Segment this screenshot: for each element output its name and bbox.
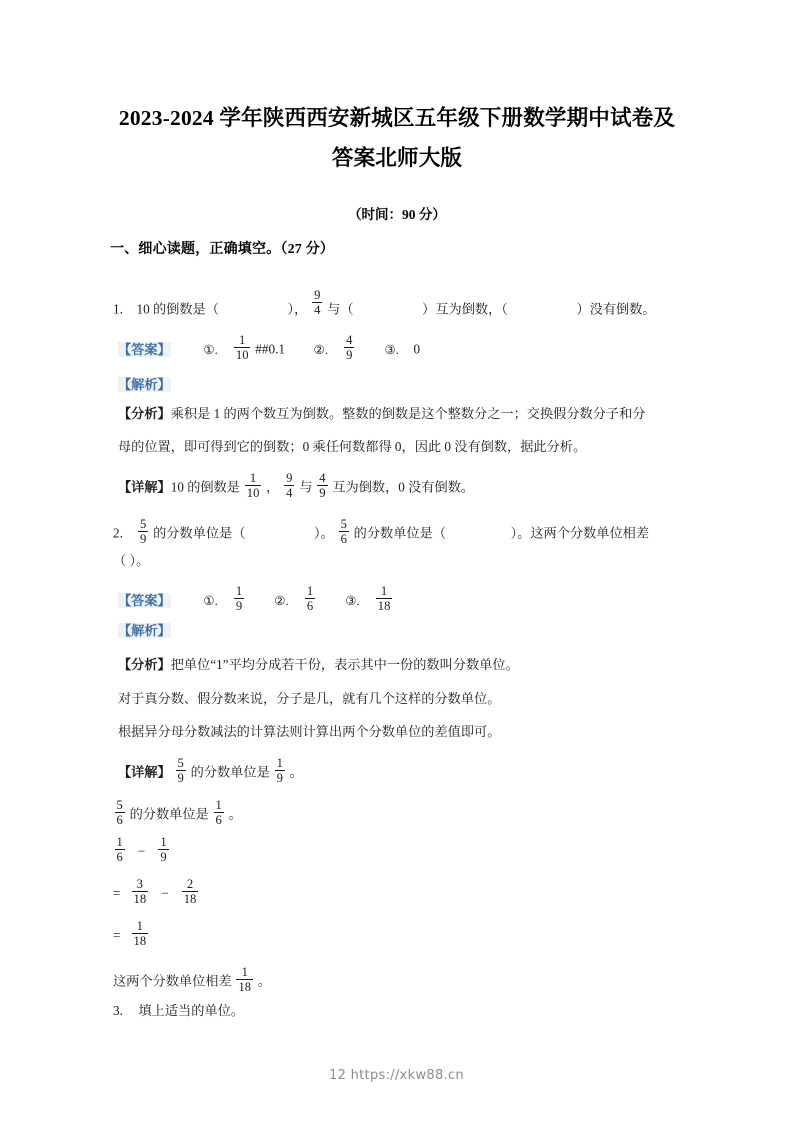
answer-2-fraction-one-sixth xyxy=(305,584,315,613)
question-2-detail-1-mid: 的分数单位是 xyxy=(190,764,270,780)
fraction-denominator: 6 xyxy=(306,598,314,613)
fraction-numerator: 9 xyxy=(314,288,321,303)
question-2-conclusion-b: 。 xyxy=(257,973,272,989)
answer-marker-1: ①. xyxy=(203,593,218,608)
question-2-analysis-line-1 xyxy=(118,656,519,674)
fraction-denominator: 9 xyxy=(319,485,326,500)
answer-marker-3: ③. xyxy=(384,342,399,357)
fraction-denominator: 6 xyxy=(215,812,222,827)
question-3-text: 填上适当的单位。 xyxy=(138,1003,244,1018)
fraction-numerator: 1 xyxy=(132,919,149,934)
question-2-answer-row xyxy=(118,585,394,614)
question-1-stem-c: 与（ xyxy=(327,301,354,317)
question-2-number: 2. xyxy=(113,525,123,541)
answer-2-fraction-four-ninths xyxy=(344,333,354,362)
fraction-numerator: 1 xyxy=(160,834,167,849)
fraction-numerator: 1 xyxy=(116,834,123,849)
question-2-detail-2-end: 。 xyxy=(228,806,242,822)
fraction-numerator: 1 xyxy=(235,583,243,598)
fraction-denominator: 9 xyxy=(177,770,184,785)
fraction-denominator: 9 xyxy=(235,598,243,613)
answer-1-fraction-one-tenth xyxy=(234,333,251,362)
question-1-explanation-label-row xyxy=(118,376,171,394)
calc-fraction-one-ninth xyxy=(158,835,168,864)
detail-fraction-nine-fourths xyxy=(284,471,294,500)
question-2-stem xyxy=(113,518,649,547)
fraction-numerator: 5 xyxy=(116,797,123,812)
fraction-numerator: 2 xyxy=(182,877,199,892)
answer-3-fraction-one-eighteenth xyxy=(376,584,393,613)
detail-fraction-five-ninths xyxy=(176,756,186,785)
fraction-denominator: 6 xyxy=(340,531,347,546)
question-2-fraction-five-ninths xyxy=(138,517,148,546)
fraction-numerator: 1 xyxy=(276,755,283,770)
question-2-detail-line-1 xyxy=(118,757,303,786)
fraction-numerator: 3 xyxy=(132,877,149,892)
fraction-numerator: 1 xyxy=(236,965,253,980)
question-1-analysis-line-2: 母的位置，即可得到它的倒数；0 乘任何数都得 0，因此 0 没有倒数，据此分析。 xyxy=(118,439,587,454)
question-1-number: 1. xyxy=(113,301,123,317)
answer-label: 【答案】 xyxy=(118,341,171,357)
fraction-denominator: 18 xyxy=(377,598,391,613)
fraction-denominator: 18 xyxy=(183,891,197,906)
analysis-label: 【分析】 xyxy=(118,657,171,672)
question-1-detail-line xyxy=(118,472,474,501)
answer-1-suffix: ##0.1 xyxy=(255,341,285,357)
question-1-stem-e: ）没有倒数。 xyxy=(576,301,656,317)
question-2-explanation-label-row xyxy=(118,622,171,640)
page-title-line-1: 2023-2024 学年陕西西安新城区五年级下册数学期中试卷及 xyxy=(118,106,676,130)
calc-fraction-three-eighteenths xyxy=(132,877,149,906)
fraction-numerator: 1 xyxy=(215,797,222,812)
fraction-numerator: 9 xyxy=(286,470,293,485)
calc-result-fraction-one-eighteenth xyxy=(132,919,149,948)
fraction-denominator: 4 xyxy=(286,485,293,500)
answer-marker-2: ②. xyxy=(274,593,289,608)
question-3-number: 3. xyxy=(113,1003,123,1018)
explanation-label: 【解析】 xyxy=(118,377,171,392)
fraction-denominator: 9 xyxy=(276,770,283,785)
exam-time: （时间：90 分） xyxy=(348,207,446,222)
question-2-conclusion-a: 这两个分数单位相差 xyxy=(113,973,232,989)
question-1-answer-row xyxy=(118,334,420,363)
question-1-detail-a: 10 的倒数是 xyxy=(170,479,240,495)
fraction-numerator: 1 xyxy=(376,584,393,599)
question-1-stem xyxy=(113,288,656,323)
fraction-denominator: 10 xyxy=(246,485,260,500)
calculation-step-1 xyxy=(113,836,170,865)
detail-fraction-five-sixths xyxy=(115,798,125,827)
question-1-detail-b: ， xyxy=(266,479,280,495)
question-2-conclusion xyxy=(113,966,271,995)
fraction-denominator: 9 xyxy=(139,531,147,546)
fraction-numerator: 1 xyxy=(306,583,314,598)
question-1-detail-c: 与 xyxy=(299,479,313,495)
fraction-numerator: 5 xyxy=(139,516,147,531)
question-2-analysis-text-1: 把单位“1”平均分成若干份，表示其中一份的数叫分数单位。 xyxy=(170,657,519,672)
calc-minus-operator: − xyxy=(161,885,169,901)
question-2-detail-1-end: 。 xyxy=(289,764,303,780)
answer-1-fraction-one-ninth xyxy=(234,584,244,613)
calculation-step-2 xyxy=(113,878,200,907)
detail-fraction-one-sixth xyxy=(214,798,224,827)
fraction-numerator: 4 xyxy=(346,332,353,347)
question-3-stem xyxy=(113,1002,244,1020)
fraction-denominator: 9 xyxy=(160,849,167,864)
calc-equals-operator: = xyxy=(113,885,121,901)
question-2-fraction-five-sixths xyxy=(339,517,349,546)
section-heading-fill-in-blanks: 一、细心读题，正确填空。（27 分） xyxy=(110,242,335,257)
calc-equals-operator: = xyxy=(113,927,121,943)
explanation-label: 【解析】 xyxy=(118,623,171,638)
question-2-stem-a: 的分数单位是（ xyxy=(153,525,246,541)
fraction-denominator: 18 xyxy=(238,979,252,994)
fraction-numerator: 4 xyxy=(319,470,326,485)
fraction-denominator: 18 xyxy=(133,933,147,948)
detail-fraction-one-tenth xyxy=(245,471,262,500)
question-1-analysis-line-1 xyxy=(118,405,646,423)
fraction-denominator: 6 xyxy=(116,849,123,864)
detail-label: 【详解】 xyxy=(118,479,171,495)
question-2-detail-2-mid: 的分数单位是 xyxy=(129,806,209,822)
detail-fraction-four-ninths xyxy=(317,471,327,500)
question-1-analysis-text-1: 乘积是 1 的两个数互为倒数。整数的倒数是这个整数分之一；交换假分数分子和分 xyxy=(170,406,646,421)
question-2-analysis-line-3: 根据异分母分数减法的计算法则计算出两个分数单位的差值即可。 xyxy=(118,724,501,739)
conclusion-fraction-one-eighteenth xyxy=(236,965,253,994)
question-1-stem-d: ）互为倒数，（ xyxy=(422,301,508,317)
answer-3-value: 0 xyxy=(413,341,421,357)
page-title-line-2: 答案北师大版 xyxy=(331,146,463,170)
page-title xyxy=(108,98,686,178)
detail-fraction-one-ninth xyxy=(275,756,285,785)
analysis-label: 【分析】 xyxy=(118,406,171,421)
fraction-denominator: 6 xyxy=(116,812,123,827)
question-2-stem-c: 的分数单位是（ xyxy=(353,525,446,541)
page-footer: 12 https://xkw88.cn xyxy=(329,1068,464,1083)
fraction-denominator: 10 xyxy=(235,347,249,362)
question-2-analysis-line-2: 对于真分数、假分数来说，分子是几，就有几个这样的分数单位。 xyxy=(118,691,501,706)
fraction-numerator: 5 xyxy=(340,516,347,531)
question-1-detail-d: 互为倒数，0 没有倒数。 xyxy=(332,479,475,495)
fraction-numerator: 5 xyxy=(177,755,184,770)
question-1-stem-b: ）， xyxy=(287,301,308,317)
fraction-denominator: 18 xyxy=(133,891,147,906)
answer-label: 【答案】 xyxy=(118,592,171,608)
fraction-denominator: 4 xyxy=(314,303,321,318)
fraction-denominator: 9 xyxy=(346,347,353,362)
detail-label: 【详解】 xyxy=(118,764,171,780)
calc-fraction-two-eighteenths xyxy=(182,877,199,906)
calc-fraction-one-sixth xyxy=(115,835,125,864)
answer-marker-3: ③. xyxy=(345,593,360,608)
question-2-stem-d: ）。这两个分数单位相差 xyxy=(510,525,650,541)
question-1-fraction-nine-fourths xyxy=(312,288,322,317)
calc-minus-operator: − xyxy=(137,843,146,859)
answer-marker-1: ①. xyxy=(203,342,218,357)
question-2-stem-b: ）。 xyxy=(313,525,334,541)
fraction-numerator: 1 xyxy=(234,333,251,348)
fraction-numerator: 1 xyxy=(245,471,262,486)
answer-marker-2: ②. xyxy=(313,342,328,357)
question-1-stem-a: 10 的倒数是（ xyxy=(136,301,219,317)
calculation-step-3 xyxy=(113,920,150,949)
question-2-detail-line-2 xyxy=(113,799,242,828)
question-2-stem-line-2: （ ）。 xyxy=(113,553,150,568)
